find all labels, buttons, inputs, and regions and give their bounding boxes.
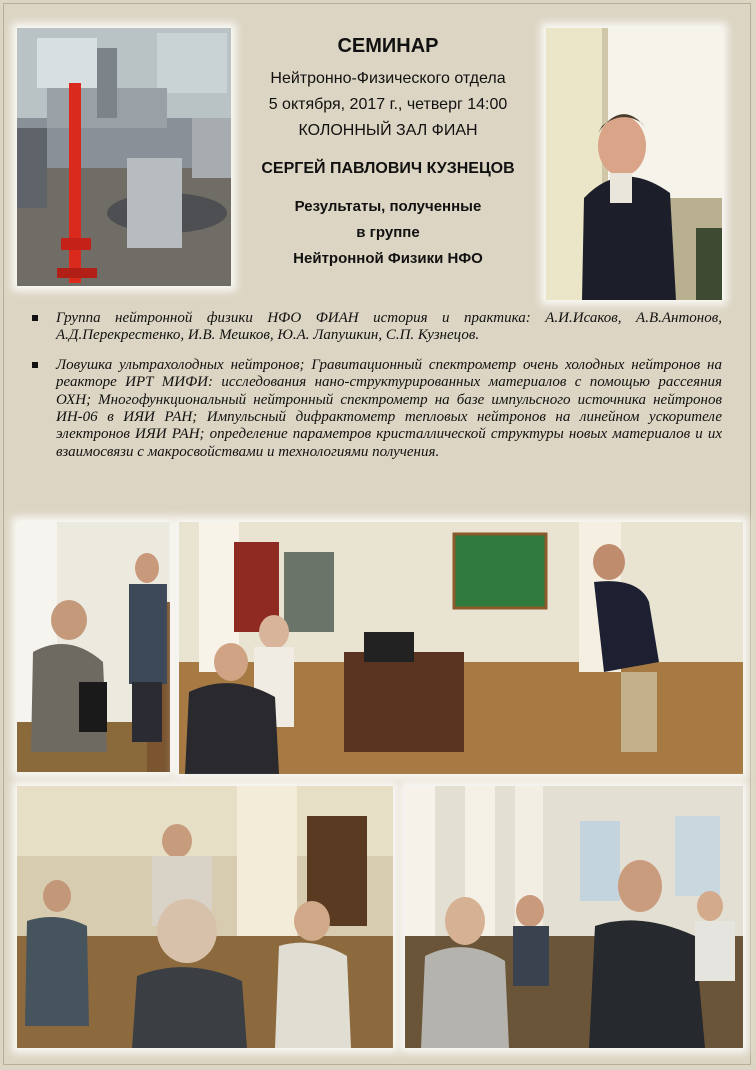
photo-lab-equipment: [17, 28, 231, 286]
talk-topic-line-3: Нейтронной Физики НФО: [293, 250, 483, 267]
speaker-name: СЕРГЕЙ ПАВЛОВИЧ КУЗНЕЦОВ: [261, 160, 515, 177]
talk-topic-line-1: Результаты, полученные: [294, 198, 482, 215]
photo-audience-left: [17, 522, 170, 772]
photo-audience-bottom-left: [17, 786, 393, 1048]
bullet-square-icon: [32, 362, 38, 368]
talk-topic: [240, 194, 536, 272]
abstract-bullet-list: [30, 310, 722, 473]
bullet-text: Группа нейтронной физики НФО ФИАН история и практика: А.И.Исаков, А.В.Антонов, А.Д.Перекрестенко, И.В. Мешков, Ю.А. Лапушкин, С.П. Кузнецов.: [56, 310, 722, 344]
photo-audience-bottom-right: [405, 786, 743, 1048]
talk-topic-line-2: в группе: [356, 224, 420, 241]
bullet-square-icon: [32, 315, 38, 321]
seminar-venue: КОЛОННЫЙ ЗАЛ ФИАН: [298, 122, 478, 139]
seminar-header: [240, 34, 536, 272]
bullet-item-group-history: [30, 310, 722, 345]
department-name: Нейтронно-Физического отдела: [270, 70, 506, 87]
seminar-datetime: 5 октября, 2017 г., четверг 14:00: [268, 96, 508, 113]
bullet-text: Ловушка ультрахолодных нейтронов; Гравитационный спектрометр очень холодных нейтронов на реакторе ИРТ МИФИ: исследования нано-структурированных материалов с помощью рассеяния ОХН; Многофункциональный нейтронный спектрометр на базе импульсного источника нейтронов ИН-06 в ИЯИ РАН; Импульсный дифрактометр тепловых нейтронов на линейном ускорителе электронов ИЯИ РАН; определение параметров кристаллической структуры новых материалов и их взаимосвязи с макросвойствами и технологиями получения.: [56, 356, 722, 460]
photo-hall-speaker: [179, 522, 743, 774]
bullet-item-research-topics: [30, 357, 722, 461]
seminar-title: СЕМИНАР: [337, 35, 439, 57]
photo-speaker-portrait: [546, 28, 722, 300]
